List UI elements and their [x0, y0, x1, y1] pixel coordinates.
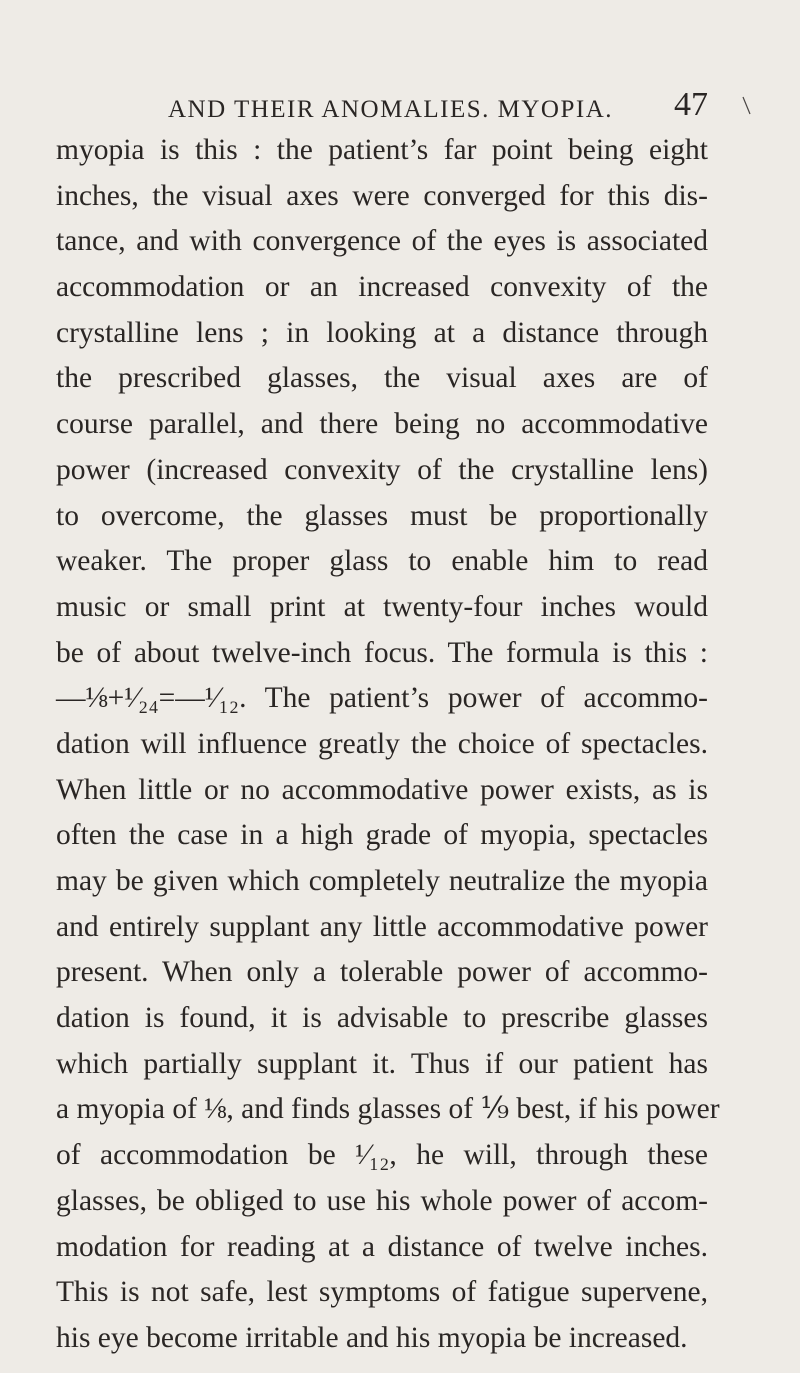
text-line: to overcome, the glasses must be proportionally [56, 499, 708, 532]
text-line: When little or no accommodative power exists, as is [56, 773, 708, 806]
text-line: inches, the visual axes were converged for this dis- [56, 179, 708, 212]
text-line: of accommodation be ¹⁄₁₂, he will, through these [56, 1139, 708, 1172]
text-line: a myopia of ⅛, and finds glasses of ⅑ best, if his power [56, 1093, 720, 1126]
text-line: crystalline lens ; in looking at a distance through [56, 316, 708, 349]
text-line: accommodation or an increased convexity of the [56, 271, 708, 304]
text-line: modation for reading at a distance of twelve inches. [56, 1230, 708, 1263]
body-text [56, 128, 720, 1362]
text-line: often the case in a high grade of myopia, spectacles [56, 819, 708, 852]
margin-tick-mark [742, 96, 752, 116]
text-line: music or small print at twenty-four inches would [56, 590, 708, 623]
text-line: and entirely supplant any little accommodative power [56, 910, 708, 943]
text-line: This is not safe, lest symptoms of fatigue supervene, [56, 1276, 708, 1309]
text-line: present. When only a tolerable power of accommo- [56, 956, 708, 989]
text-line: the prescribed glasses, the visual axes are of [56, 362, 708, 395]
text-line: course parallel, and there being no accommodative [56, 408, 708, 441]
text-line: glasses, be obliged to use his whole power of accom- [56, 1184, 708, 1217]
text-line: his eye become irritable and his myopia be increased. [56, 1321, 688, 1354]
formula-line: —⅛+¹⁄₂₄=—¹⁄₁₂. The patient’s power of accommo- [56, 682, 708, 715]
text-line: power (increased convexity of the crystalline lens) [56, 453, 708, 486]
text-line: myopia is this : the patient’s far point being eight [56, 134, 708, 166]
text-line: tance, and with convergence of the eyes is associated [56, 225, 708, 258]
running-header-title: AND THEIR ANOMALIES. MYOPIA. [168, 96, 614, 123]
text-line: which partially supplant it. Thus if our patient has [56, 1047, 708, 1080]
text-line: dation will influence greatly the choice of spectacles. [56, 727, 708, 760]
running-header [168, 84, 708, 124]
text-line: dation is found, it is advisable to prescribe glasses [56, 1002, 708, 1035]
page-number: 47 [674, 86, 708, 123]
text-line: be of about twelve-inch focus. The formula is this : [56, 636, 708, 669]
text-line: may be given which completely neutralize the myopia [56, 865, 708, 897]
text-line: weaker. The proper glass to enable him to read [56, 545, 708, 578]
